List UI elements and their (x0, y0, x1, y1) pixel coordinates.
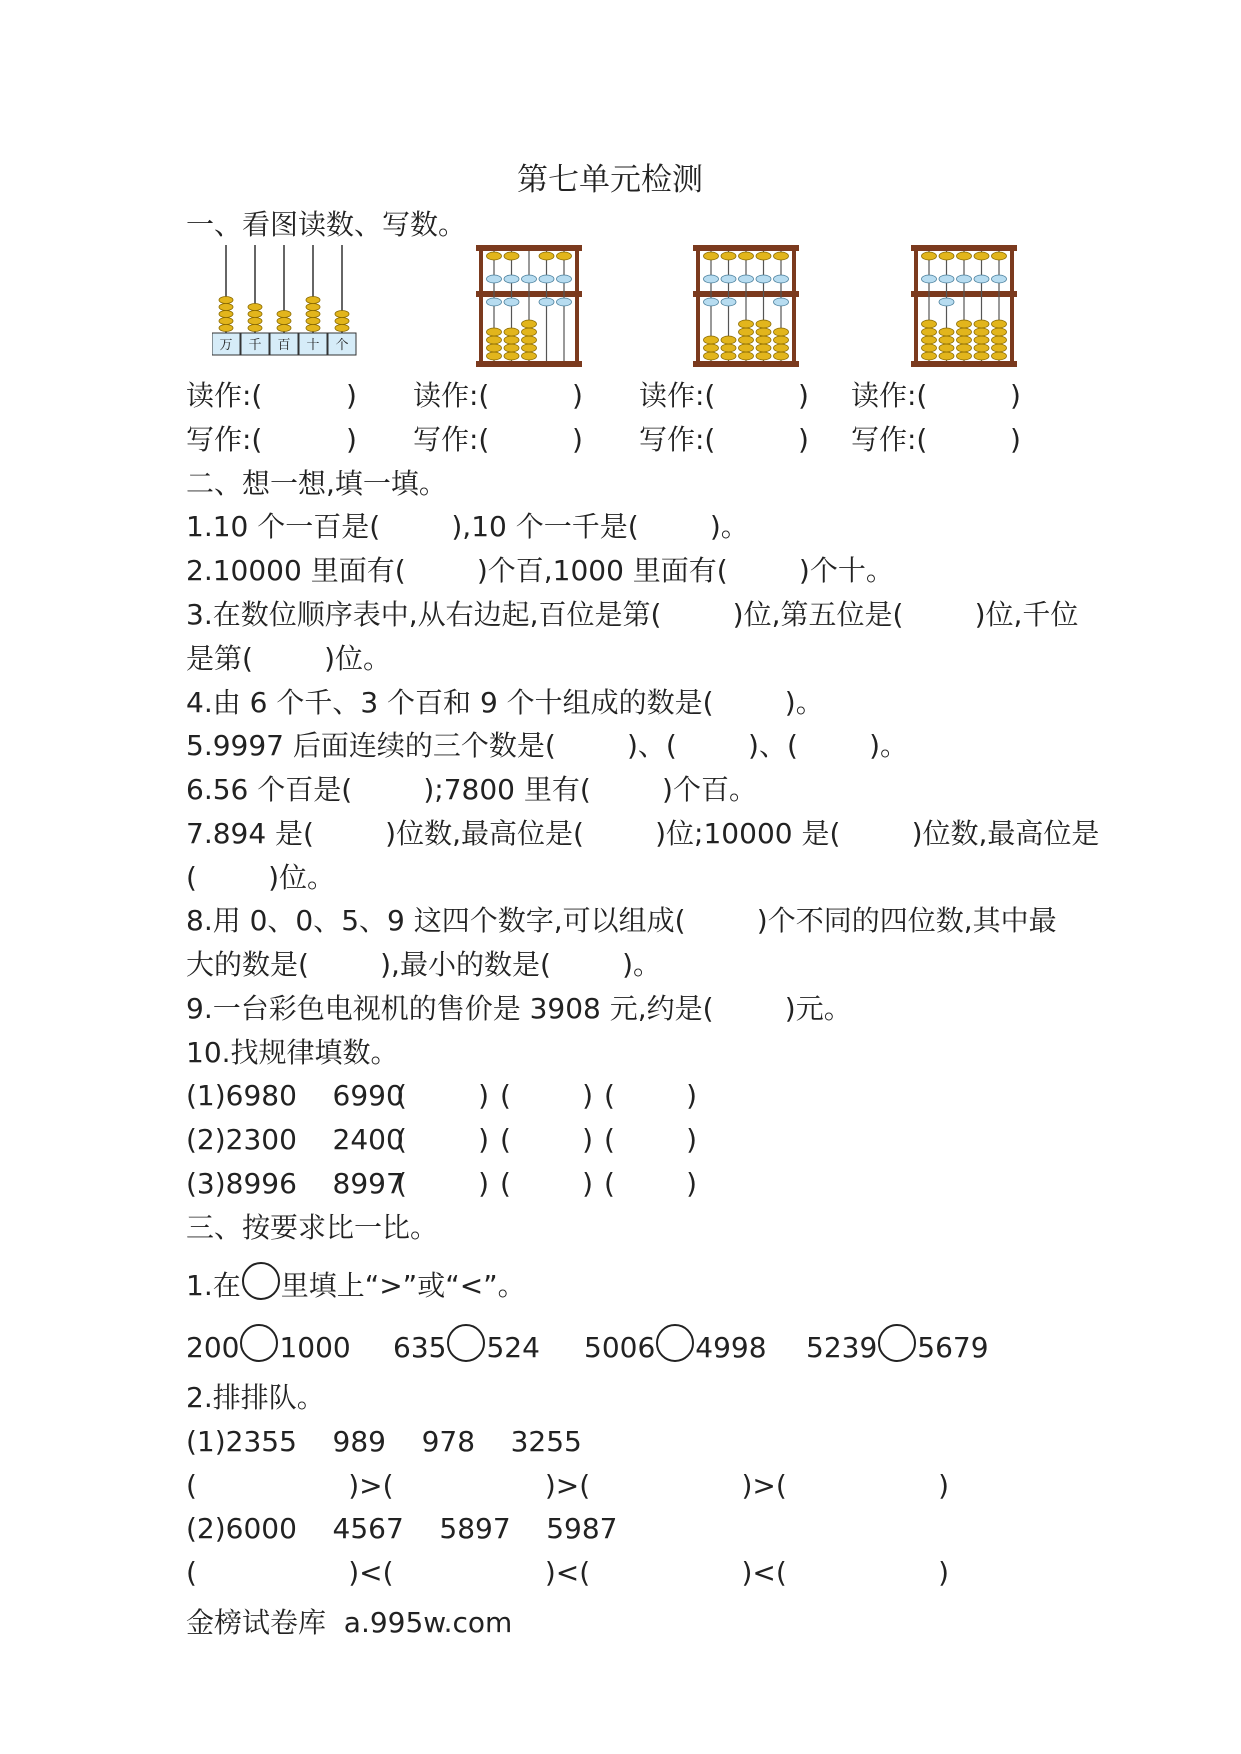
abacus-upper-bead-active (704, 275, 719, 283)
abacus-upper-bead-active (504, 275, 519, 283)
abacus-bead (277, 325, 291, 332)
question-7-line1: 7.894 是( )位数,最高位是( )位;10000 是( )位数,最高位是 (186, 817, 1100, 850)
read-label-4: 读作:( (851, 379, 928, 412)
abacus-lower-bead (957, 336, 972, 344)
abacus-lower-bead-active (774, 298, 789, 306)
abacus-upper-bead-active (739, 275, 754, 283)
place-value-label: 万 (219, 338, 233, 353)
pattern-blank: ( ) (604, 1167, 698, 1200)
abacus-upper-bead (922, 252, 937, 260)
question-3-line2: 是第( )位。 (186, 642, 392, 675)
abacus-bead (277, 311, 291, 318)
question-8-line2: 大的数是( ),最小的数是( )。 (186, 948, 662, 981)
abacus-lower-bead (939, 352, 954, 360)
abacus-bead (306, 297, 320, 304)
compare-left: 5239 (806, 1331, 878, 1364)
abacus-lower-bead (504, 336, 519, 344)
abacus-bead (306, 304, 320, 311)
abacus-lower-bead (774, 344, 789, 352)
frame-abacus-3 (911, 245, 1017, 367)
compare-circle-blank[interactable] (656, 1324, 694, 1362)
compare-pair-2 (393, 1330, 540, 1368)
question-6: 6.56 个百是( );7800 里有( )个百。 (186, 773, 757, 806)
abacus-lower-bead (974, 344, 989, 352)
compare-left: 200 (186, 1331, 240, 1364)
abacus-lower-bead (774, 336, 789, 344)
write-label-1: 写作:( (186, 423, 263, 456)
abacus-lower-bead (739, 352, 754, 360)
abacus-lower-bead (721, 344, 736, 352)
place-value-label: 个 (335, 338, 349, 353)
abacus-upper-bead (504, 252, 519, 260)
ordering-row-1-answer: ( )>( )>( )>( ) (186, 1469, 949, 1502)
abacus-lower-bead (487, 328, 502, 336)
abacus-left-post (914, 245, 918, 367)
abacus-lower-bead (974, 328, 989, 336)
compare-pair-1 (186, 1330, 351, 1368)
question-8-line1: 8.用 0、0、5、9 这四个数字,可以组成( )个不同的四位数,其中最 (186, 904, 1057, 937)
read-label-2: 读作:( (413, 379, 490, 412)
compare-right: 4998 (695, 1331, 767, 1364)
abacus-lower-bead-active (487, 298, 502, 306)
pattern-row-3-numbers: (3)8996 8997 (186, 1167, 404, 1200)
abacus-lower-bead (957, 344, 972, 352)
abacus-upper-bead (557, 252, 572, 260)
abacus-lower-bead (704, 336, 719, 344)
place-value-label: 十 (306, 338, 320, 353)
ordering-row-1-numbers: (1)2355 989 978 3255 (186, 1425, 582, 1458)
abacus-upper-bead (704, 252, 719, 260)
write-label-2: 写作:( (413, 423, 490, 456)
abacus-bead (335, 318, 349, 325)
abacus-top-bar (911, 245, 1017, 251)
write-close-3: ) (798, 423, 809, 456)
abacus-lower-bead (756, 336, 771, 344)
abacus-lower-bead-active (939, 298, 954, 306)
abacus-bead (306, 318, 320, 325)
abacus-upper-bead (739, 252, 754, 260)
abacus-upper-bead (992, 252, 1007, 260)
abacus-lower-bead (522, 336, 537, 344)
abacus-upper-bead (774, 252, 789, 260)
abacus-bead (306, 311, 320, 318)
abacus-lower-bead (922, 344, 937, 352)
frame-abacus-2 (693, 245, 799, 367)
abacus-bead (335, 311, 349, 318)
abacus-bead (306, 325, 320, 332)
section1-heading: 一、看图读数、写数。 (186, 208, 467, 241)
abacus-upper-bead (539, 252, 554, 260)
read-close-3: ) (798, 379, 809, 412)
abacus-lower-bead (992, 336, 1007, 344)
abacus-bead (219, 304, 233, 311)
abacus-bead (248, 318, 262, 325)
abacus-bead (277, 318, 291, 325)
pattern-blank: ( ) (396, 1079, 490, 1112)
abacus-bead (219, 297, 233, 304)
abacus-lower-bead (739, 344, 754, 352)
abacus-upper-bead (957, 252, 972, 260)
abacus-upper-bead (487, 252, 502, 260)
read-close-2: ) (572, 379, 583, 412)
abacus-top-bar (693, 245, 799, 251)
abacus-upper-bead (756, 252, 771, 260)
page-title: 第七单元检测 (517, 162, 703, 198)
pattern-blank: ( ) (604, 1079, 698, 1112)
abacus-lower-bead (774, 328, 789, 336)
abacus-bead (248, 304, 262, 311)
read-label-1: 读作:( (186, 379, 263, 412)
compare-pair-4 (806, 1330, 989, 1368)
abacus-bead (219, 318, 233, 325)
abacus-lower-bead (939, 336, 954, 344)
abacus-lower-bead-active (704, 298, 719, 306)
abacus-lower-bead (522, 344, 537, 352)
write-label-4: 写作:( (851, 423, 928, 456)
pattern-blank: ( ) (500, 1079, 594, 1112)
question-7-line2: ( )位。 (186, 861, 336, 894)
footer-watermark: 金榜试卷库 a.995w.com (186, 1606, 513, 1639)
abacus-lower-bead (992, 352, 1007, 360)
abacus-bottom-bar (476, 361, 582, 367)
abacus-lower-bead (957, 320, 972, 328)
write-close-1: ) (346, 423, 357, 456)
write-close-4: ) (1010, 423, 1021, 456)
abacus-bead (219, 311, 233, 318)
abacus-upper-bead-active (557, 275, 572, 283)
place-value-label: 千 (248, 338, 262, 353)
compare-instruction-suffix: 里填上“>”或“<”。 (280, 1269, 526, 1302)
question-1: 1.10 个一百是( ),10 个一千是( )。 (186, 510, 749, 543)
section3-heading: 三、按要求比一比。 (186, 1211, 439, 1244)
compare-left: 635 (393, 1331, 447, 1364)
abacus-left-post (696, 245, 700, 367)
ordering-question: 2.排排队。 (186, 1381, 325, 1414)
pattern-blank: ( ) (396, 1167, 490, 1200)
ordering-row-2-numbers: (2)6000 4567 5897 5987 (186, 1512, 618, 1545)
abacus-bottom-bar (911, 361, 1017, 367)
abacus-lower-bead (487, 344, 502, 352)
pattern-row-2-numbers: (2)2300 2400 (186, 1123, 404, 1156)
question-9: 9.一台彩色电视机的售价是 3908 元,约是( )元。 (186, 992, 852, 1025)
abacus-lower-bead (922, 320, 937, 328)
compare-circle-blank[interactable] (240, 1324, 278, 1362)
abacus-lower-bead (704, 344, 719, 352)
abacus-lower-bead (992, 328, 1007, 336)
section2-heading: 二、想一想,填一填。 (186, 467, 447, 500)
compare-right: 5679 (917, 1331, 989, 1364)
read-label-3: 读作:( (639, 379, 716, 412)
abacus-lower-bead (974, 352, 989, 360)
abacus-lower-bead (922, 328, 937, 336)
compare-left: 5006 (584, 1331, 656, 1364)
abacus-upper-bead-active (774, 275, 789, 283)
abacus-bottom-bar (693, 361, 799, 367)
abacus-right-post (575, 245, 579, 367)
write-close-2: ) (572, 423, 583, 456)
pattern-row-1-numbers: (1)6980 6990 (186, 1079, 404, 1112)
abacus-lower-bead (992, 344, 1007, 352)
abacus-lower-bead (522, 352, 537, 360)
abacus-lower-bead (522, 320, 537, 328)
abacus-bead (248, 311, 262, 318)
question-10: 10.找规律填数。 (186, 1036, 399, 1069)
write-label-3: 写作:( (639, 423, 716, 456)
abacus-upper-bead (721, 252, 736, 260)
abacus-lower-bead (939, 344, 954, 352)
abacus-upper-bead-active (487, 275, 502, 283)
abacus-lower-bead (922, 352, 937, 360)
question-3-line1: 3.在数位顺序表中,从右边起,百位是第( )位,第五位是( )位,千位 (186, 598, 1079, 631)
abacus-lower-bead (756, 344, 771, 352)
abacus-upper-bead (939, 252, 954, 260)
ordering-row-2-answer: ( )<( )<( )<( ) (186, 1556, 949, 1589)
abacus-lower-bead (957, 328, 972, 336)
pattern-blank: ( ) (396, 1123, 490, 1156)
question-5: 5.9997 后面连续的三个数是( )、( )、( )。 (186, 729, 909, 762)
abacus-upper-bead (974, 252, 989, 260)
abacus-lower-bead (504, 328, 519, 336)
abacus-right-post (792, 245, 796, 367)
abacus-upper-bead-active (992, 275, 1007, 283)
abacus-bead (248, 325, 262, 332)
compare-right: 1000 (279, 1331, 351, 1364)
abacus-lower-bead (992, 320, 1007, 328)
abacus-lower-bead (704, 352, 719, 360)
compare-pair-3 (584, 1330, 767, 1368)
compare-right: 524 (486, 1331, 540, 1364)
abacus-lower-bead-active (557, 298, 572, 306)
compare-instruction-prefix: 1.在 (186, 1269, 241, 1302)
question-2: 2.10000 里面有( )个百,1000 里面有( )个十。 (186, 554, 894, 587)
abacus-lower-bead-active (721, 298, 736, 306)
abacus-lower-bead-active (504, 298, 519, 306)
pattern-blank: ( ) (604, 1123, 698, 1156)
abacus-bead (335, 325, 349, 332)
pattern-blank: ( ) (500, 1123, 594, 1156)
read-close-4: ) (1010, 379, 1021, 412)
abacus-lower-bead (957, 352, 972, 360)
abacus-lower-bead (739, 328, 754, 336)
abacus-lower-bead (974, 320, 989, 328)
abacus-lower-bead (504, 352, 519, 360)
abacus-lower-bead (774, 352, 789, 360)
frame-abacus-1 (476, 245, 582, 367)
abacus-lower-bead (522, 328, 537, 336)
circle-icon (242, 1262, 280, 1300)
abacus-lower-bead (756, 328, 771, 336)
abacus-upper-bead-active (522, 275, 537, 283)
compare-circle-blank[interactable] (447, 1324, 485, 1362)
abacus-lower-bead (721, 336, 736, 344)
abacus-lower-bead (922, 336, 937, 344)
abacus-lower-bead (504, 344, 519, 352)
read-close-1: ) (346, 379, 357, 412)
abacus-lower-bead-active (539, 298, 554, 306)
abacus-lower-bead (756, 320, 771, 328)
abacus-upper-bead-active (539, 275, 554, 283)
compare-instruction (186, 1268, 526, 1306)
compare-circle-blank[interactable] (878, 1324, 916, 1362)
abacus-lower-bead (721, 352, 736, 360)
abacus-upper-bead-active (957, 275, 972, 283)
abacus-lower-bead (739, 336, 754, 344)
abacus-lower-bead (487, 352, 502, 360)
abacus-lower-bead (487, 336, 502, 344)
abacus-lower-bead (939, 328, 954, 336)
abacus-left-post (479, 245, 483, 367)
abacus-lower-bead (974, 336, 989, 344)
abacus-upper-bead-active (721, 275, 736, 283)
abacus-top-bar (476, 245, 582, 251)
abacus-upper-bead-active (922, 275, 937, 283)
abacus-bead (219, 325, 233, 332)
abacus-lower-bead (756, 352, 771, 360)
place-value-label: 百 (277, 338, 291, 353)
simple-abacus-figure (212, 245, 362, 357)
abacus-right-post (1010, 245, 1014, 367)
abacus-upper-bead-active (756, 275, 771, 283)
abacus-upper-bead-active (939, 275, 954, 283)
question-4: 4.由 6 个千、3 个百和 9 个十组成的数是( )。 (186, 686, 824, 719)
abacus-upper-bead-active (974, 275, 989, 283)
pattern-blank: ( ) (500, 1167, 594, 1200)
abacus-lower-bead (739, 320, 754, 328)
